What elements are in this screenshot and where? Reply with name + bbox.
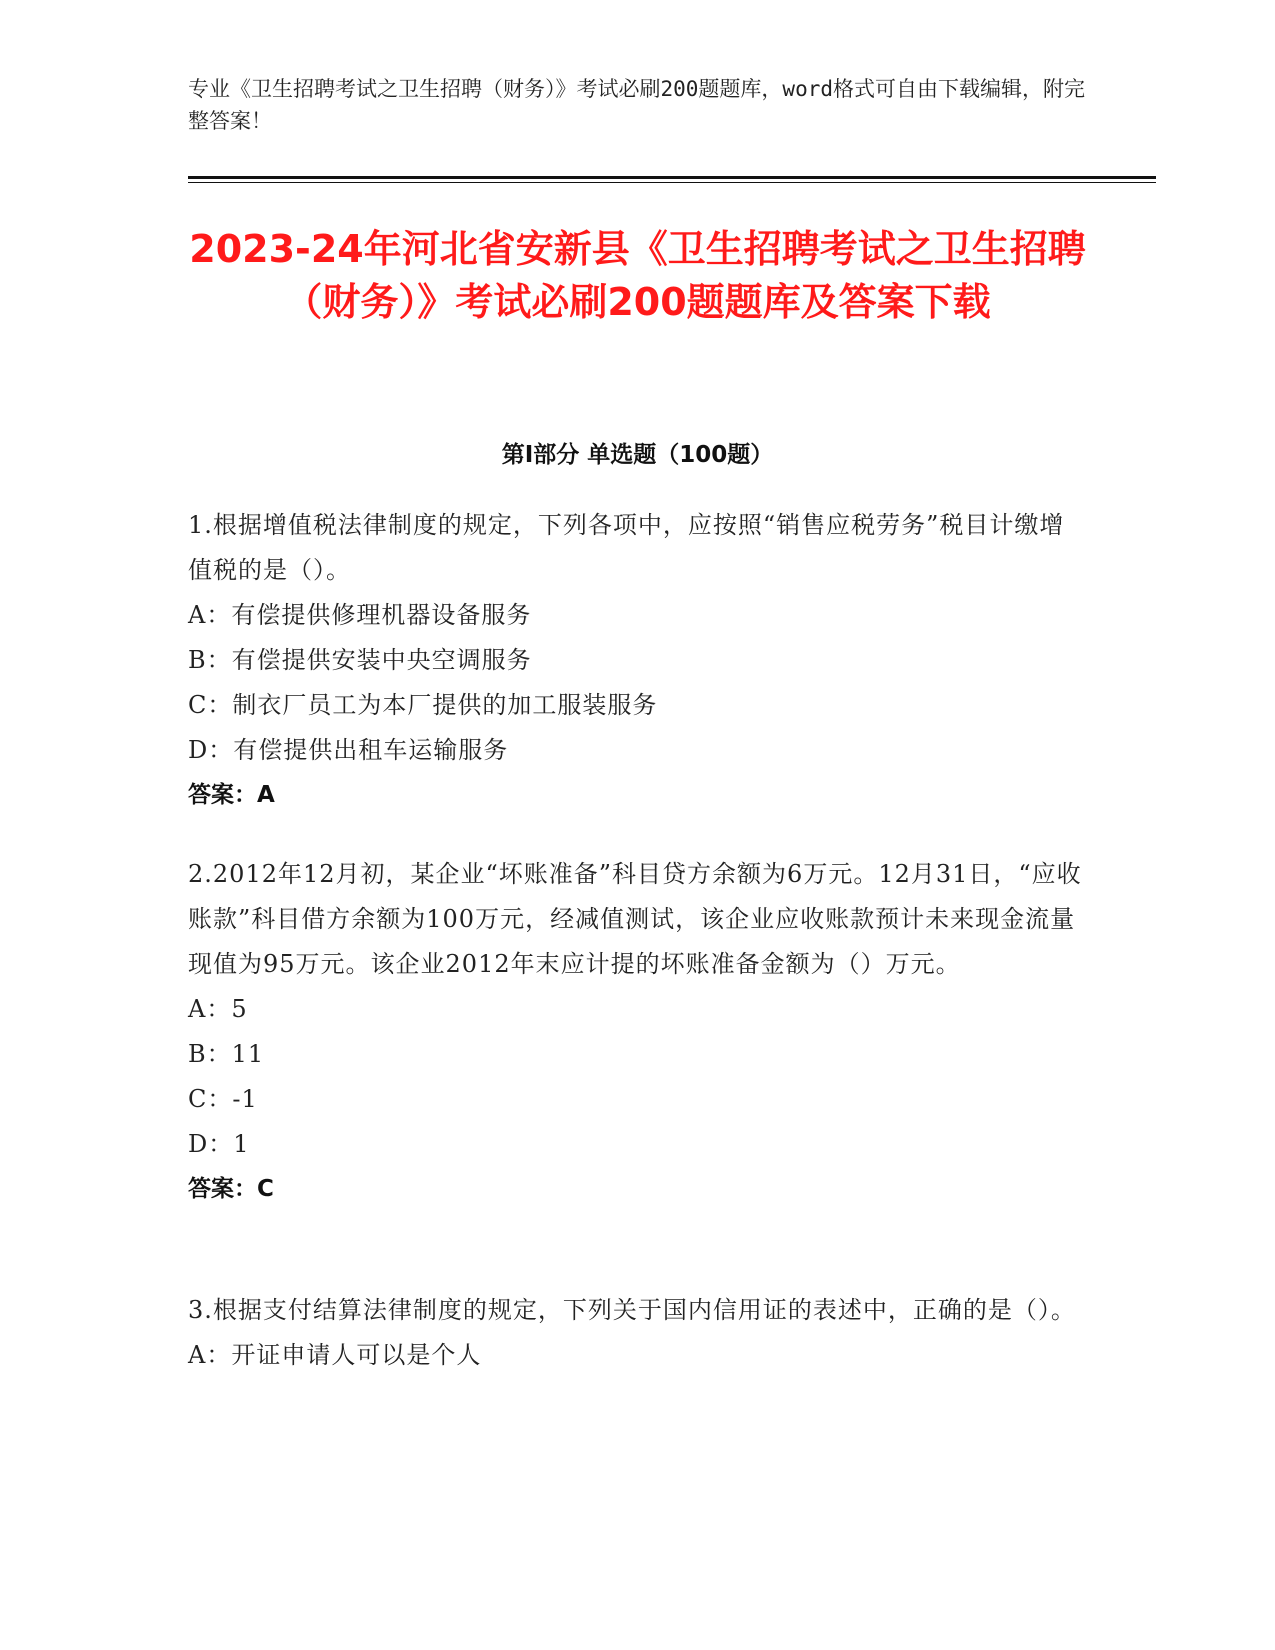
document-title: 2023-24年河北省安新县《卫生招聘考试之卫生招聘（财务）》考试必刷200题题库及答案下载 bbox=[189, 227, 1086, 324]
question-stem: 2.2012年12月初，某企业“坏账准备”科目贷方余额为6万元。12月31日，“应收账款”科目借方余额为100万元，经减值测试，该企业应收账款预计未来现金流量现值为95万元。该企业2012年末应计提的坏账准备金额为（）万元。 bbox=[188, 860, 1082, 978]
option-c: C：制衣厂员工为本厂提供的加工服装服务 bbox=[188, 691, 658, 719]
question-1 bbox=[188, 503, 1088, 818]
option-b: B：11 bbox=[188, 1040, 265, 1068]
option-c: C：-1 bbox=[188, 1085, 258, 1113]
answer-label: 答案：C bbox=[188, 1176, 274, 1202]
option-a: A：5 bbox=[188, 995, 248, 1023]
question-2 bbox=[188, 852, 1088, 1212]
question-stem: 1.根据增值税法律制度的规定，下列各项中，应按照“销售应税劳务”税目计缴增值税的是（）。 bbox=[188, 511, 1065, 584]
intro-text: 专业《卫生招聘考试之卫生招聘（财务）》考试必刷200题题库，word格式可自由下载编辑，附完整答案！ bbox=[188, 77, 1085, 133]
question-stem: 3.根据支付结算法律制度的规定，下列关于国内信用证的表述中，正确的是（）。 bbox=[188, 1296, 1076, 1324]
option-d: D：有偿提供出租车运输服务 bbox=[188, 736, 509, 764]
option-a: A：开证申请人可以是个人 bbox=[188, 1341, 482, 1369]
question-3 bbox=[188, 1288, 1088, 1378]
section-heading: 第Ⅰ部分 单选题（100题） bbox=[501, 442, 774, 468]
answer-label: 答案：A bbox=[188, 782, 275, 808]
header-divider-thin bbox=[188, 182, 1156, 183]
header-divider-thick bbox=[188, 176, 1156, 179]
option-b: B：有偿提供安装中央空调服务 bbox=[188, 646, 532, 674]
option-a: A：有偿提供修理机器设备服务 bbox=[188, 601, 532, 629]
option-d: D：1 bbox=[188, 1130, 250, 1158]
